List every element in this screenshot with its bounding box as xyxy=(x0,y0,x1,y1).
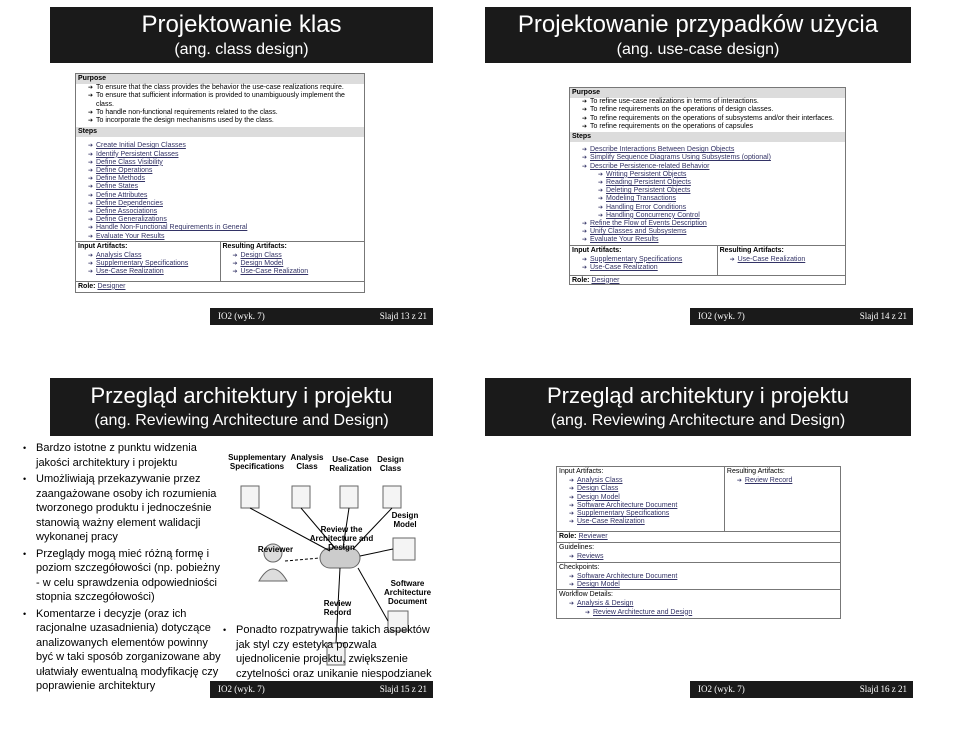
doc-icon-dmodel xyxy=(393,538,415,560)
slide-subtitle: (ang. Reviewing Architecture and Design) xyxy=(94,412,389,429)
footer-course: IO2 (wyk. 7) xyxy=(698,684,745,694)
slide-title-bar xyxy=(50,378,433,436)
rup-activity-panel xyxy=(75,73,365,293)
step-link[interactable]: ➔ Define Associations xyxy=(76,208,364,216)
slide-subtitle: (ang. class design) xyxy=(174,41,309,58)
doc-icon-ucr xyxy=(340,486,358,508)
input-artifact-link[interactable]: ➔ Use-Case Realization xyxy=(76,268,220,276)
footer-course: IO2 (wyk. 7) xyxy=(218,684,265,694)
purpose-item: ➔ To refine use-case realizations in terms of interactions. xyxy=(570,98,845,106)
input-artifact-link[interactable]: ➔ Use-Case Realization xyxy=(557,518,724,526)
step-link[interactable]: ➔ Define Operations xyxy=(76,167,364,175)
bullet-item: • Bardzo istotne z punktu widzenia jakości architektury i projektu xyxy=(36,441,221,470)
slide-title-bar xyxy=(50,7,433,63)
role-link[interactable]: Designer xyxy=(591,276,620,284)
step-link[interactable]: ➔ Define Generalizations xyxy=(76,216,364,224)
label-reviewer: Reviewer xyxy=(257,545,294,554)
slide-title-bar xyxy=(485,378,911,436)
role-label: Role: xyxy=(572,276,590,284)
purpose-item: ➔ To incorporate the design mechanisms used by the class. xyxy=(76,117,364,125)
slide-13[interactable] xyxy=(0,0,480,373)
result-artifact-link[interactable]: ➔ Use-Case Realization xyxy=(718,256,845,264)
bullet-item: • Ponadto rozpatrywanie takich aspektów jak styl czy estetyka pozwala ujednolicenie projektu, zwiększenie czytelności oraz unikanie niespodzianek xyxy=(236,623,436,681)
purpose-item: ➔ To ensure that sufficient information is provided to unambiguously implement the xyxy=(76,92,364,100)
purpose-item: ➔ To refine requirements on the operations of subsystems and/or their interfaces. xyxy=(570,115,845,123)
doc-icon-supp xyxy=(241,486,259,508)
role-link[interactable]: Designer xyxy=(97,282,126,290)
step-link[interactable]: ➔ Describe Persistence-related Behavior xyxy=(570,163,845,171)
slide-footer xyxy=(690,681,913,698)
bullet-list-left xyxy=(36,441,221,696)
result-artifact-link[interactable]: ➔ Use-Case Realization xyxy=(221,268,365,276)
label-review-activity: Review the Architecture and Design xyxy=(309,525,374,552)
doc-icon-dclass xyxy=(383,486,401,508)
footer-slide-number: Slajd 16 z 21 xyxy=(859,684,907,694)
input-artifact-link[interactable]: ➔ Supplementary Specifications xyxy=(76,260,220,268)
footer-course: IO2 (wyk. 7) xyxy=(698,311,745,321)
rup-activity-panel xyxy=(556,466,841,619)
input-artifacts-header: Input Artifacts: xyxy=(559,468,604,475)
step-link[interactable]: ➔ Define Class Visibility xyxy=(76,159,364,167)
slide-title: Przegląd architektury i projektu xyxy=(90,383,393,408)
guideline-link[interactable]: ➔ Reviews xyxy=(557,553,840,561)
input-artifact-link[interactable]: ➔ Use-Case Realization xyxy=(570,264,717,272)
input-artifact-link[interactable]: ➔ Software Architecture Document xyxy=(557,502,724,510)
label-record: Review Record xyxy=(323,599,352,617)
step-link[interactable]: ➔ Define States xyxy=(76,183,364,191)
label-supplementary: Supplementary Specifications xyxy=(228,453,286,471)
step-link[interactable]: ➔ Define Dependencies xyxy=(76,200,364,208)
checkpoint-link[interactable]: ➔ Software Architecture Document xyxy=(557,573,840,581)
step-link[interactable]: ➔ Define Methods xyxy=(76,175,364,183)
purpose-header: Purpose xyxy=(76,74,364,84)
label-analysis: Analysis Class xyxy=(290,453,324,471)
step-link[interactable]: ➔ Define Attributes xyxy=(76,192,364,200)
role-line xyxy=(570,275,845,286)
purpose-item: ➔ To ensure that the class provides the behavior the use-case realizations require. xyxy=(76,84,364,92)
substep-link[interactable]: ➔ Handling Concurrency Control xyxy=(570,212,845,220)
steps-header: Steps xyxy=(570,132,845,142)
input-artifacts-header: Input Artifacts: xyxy=(572,246,622,254)
slide-footer xyxy=(210,681,433,698)
step-link[interactable]: ➔ Identify Persistent Classes xyxy=(76,151,364,159)
substep-link[interactable]: ➔ Modeling Transactions xyxy=(570,195,845,203)
role-label: Role: xyxy=(78,282,96,290)
label-ucr: Use-Case Realization xyxy=(329,455,372,473)
substep-link[interactable]: ➔ Writing Persistent Objects xyxy=(570,171,845,179)
slide-title: Projektowanie przypadków użycia xyxy=(517,11,879,38)
role-label: Role: xyxy=(559,533,577,540)
label-sad: Software Architecture Document xyxy=(383,579,432,606)
doc-icon-analysis xyxy=(292,486,310,508)
slide-title-bar xyxy=(485,7,911,63)
bullet-item: • Przeglądy mogą mieć różną formę i poziom szczegółowości (np. pobieżny - w celu sprawdzenia odpowiedniości stopnia szczegółowości) xyxy=(36,547,221,605)
role-link[interactable]: Reviewer xyxy=(578,533,608,540)
slide-15[interactable] xyxy=(0,373,480,746)
workflow-sub-link[interactable]: ➔ Review Architecture and Design xyxy=(557,609,840,617)
role-line xyxy=(76,281,364,292)
step-link[interactable]: ➔ Unify Classes and Subsystems xyxy=(570,228,845,236)
input-artifact-link[interactable]: ➔ Supplementary Specifications xyxy=(570,256,717,264)
step-link[interactable]: ➔ Describe Interactions Between Design Objects xyxy=(570,146,845,154)
input-artifact-link[interactable]: ➔ Analysis Class xyxy=(557,477,724,485)
slide-16[interactable] xyxy=(480,373,960,746)
resulting-artifacts-header: Resulting Artifacts: xyxy=(726,468,785,475)
substep-link[interactable]: ➔ Deleting Persistent Objects xyxy=(570,187,845,195)
purpose-item: class. xyxy=(96,100,114,108)
slide-title: Projektowanie klas xyxy=(141,11,342,38)
label-dmodel: Design Model xyxy=(391,511,419,529)
bullet-list-right xyxy=(236,623,436,683)
step-link[interactable]: ➔ Create Initial Design Classes xyxy=(76,142,364,150)
result-artifact-link[interactable]: ➔ Design Class xyxy=(221,252,365,260)
purpose-item: ➔ To refine requirements on the operations of capsules xyxy=(570,123,845,131)
rup-activity-panel xyxy=(569,87,846,285)
step-link[interactable]: ➔ Simplify Sequence Diagrams Using Subsystems (optional) xyxy=(570,154,845,162)
checkpoints-header: Checkpoints: xyxy=(559,563,600,571)
input-artifacts-header: Input Artifacts: xyxy=(78,242,128,250)
slide-subtitle: (ang. Reviewing Architecture and Design) xyxy=(550,412,846,429)
step-link[interactable]: ➔ Evaluate Your Results xyxy=(570,236,845,244)
slide-footer xyxy=(210,308,433,325)
guidelines-header: Guidelines: xyxy=(559,544,595,552)
footer-slide-number: Slajd 15 z 21 xyxy=(379,684,427,694)
reviewer-body-icon xyxy=(259,569,287,581)
role-line xyxy=(557,531,840,542)
label-dclass: Design Class xyxy=(377,455,404,473)
step-link[interactable]: ➔ Refine the Flow of Events Description xyxy=(570,220,845,228)
substep-link[interactable]: ➔ Handling Error Conditions xyxy=(570,204,845,212)
substep-link[interactable]: ➔ Reading Persistent Objects xyxy=(570,179,845,187)
bullet-item: • Komentarze i decyzje (oraz ich racjonalne uzasadnienia) dotyczące analizowanych elementów powinny być w taki sposób zorganizowane aby ułatwiały ewentualną modyfikację czy poprawienie architektury xyxy=(36,607,221,694)
workflow-link[interactable]: ➔ Analysis & Design xyxy=(557,600,840,608)
input-artifact-link[interactable]: ➔ Design Model xyxy=(557,494,724,502)
resulting-artifacts-header: Resulting Artifacts: xyxy=(719,246,784,254)
bullet-item: • Umożliwiają przekazywanie przez zaangażowane osoby ich rozumienia tworzonego produktu i jednocześnie stanowią ważny element walidacji wykonanej pracy xyxy=(36,472,221,545)
purpose-header: Purpose xyxy=(570,88,845,98)
result-artifact-link[interactable]: ➔ Design Model xyxy=(221,260,365,268)
steps-header: Steps xyxy=(76,127,364,137)
resulting-artifacts-header: Resulting Artifacts: xyxy=(222,242,287,250)
slide-14[interactable] xyxy=(480,0,960,373)
footer-slide-number: Slajd 13 z 21 xyxy=(379,311,427,321)
input-artifact-link[interactable]: ➔ Analysis Class xyxy=(76,252,220,260)
step-link[interactable]: ➔ Evaluate Your Results xyxy=(76,233,364,241)
step-link[interactable]: ➔ Handle Non-Functional Requirements in General xyxy=(76,224,364,232)
footer-course: IO2 (wyk. 7) xyxy=(218,311,265,321)
input-artifact-link[interactable]: ➔ Supplementary Specifications xyxy=(557,510,724,518)
slide-title: Przegląd architektury i projektu xyxy=(546,383,850,408)
slide-subtitle: (ang. use-case design) xyxy=(616,41,780,58)
purpose-item: ➔ To handle non-functional requirements related to the class. xyxy=(76,109,364,117)
checkpoint-link[interactable]: ➔ Design Model xyxy=(557,581,840,589)
slide-footer xyxy=(690,308,913,325)
footer-slide-number: Slajd 14 z 21 xyxy=(859,311,907,321)
workflow-header: Workflow Details: xyxy=(559,591,613,599)
result-artifact-link[interactable]: ➔ Review Record xyxy=(725,477,840,485)
purpose-item: ➔ To refine requirements on the operations of design classes. xyxy=(570,106,845,114)
input-artifact-link[interactable]: ➔ Design Class xyxy=(557,485,724,493)
